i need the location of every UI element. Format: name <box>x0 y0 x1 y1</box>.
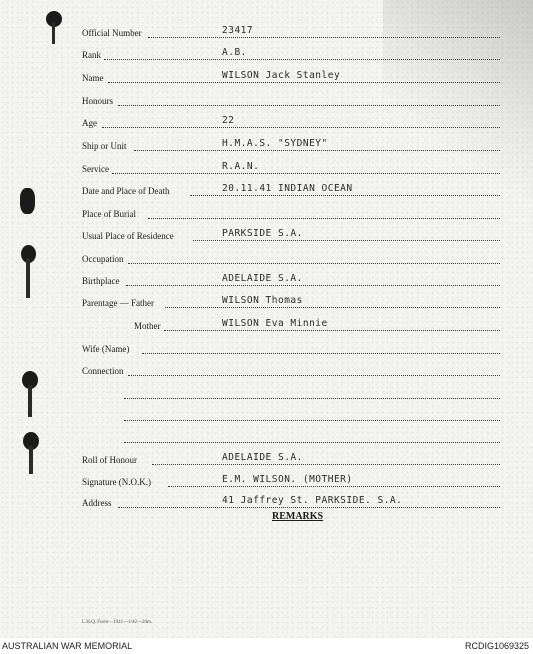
value-service: R.A.N. <box>222 161 260 172</box>
label-address: Address <box>82 498 112 508</box>
value-name: WILSON Jack Stanley <box>222 70 341 81</box>
blank-line <box>124 442 500 443</box>
line-age <box>102 127 500 128</box>
value-residence: PARKSIDE S.A. <box>222 228 303 239</box>
label-mother: Mother <box>134 321 161 331</box>
label-occupation: Occupation <box>82 254 124 264</box>
line-date-place-death <box>190 195 500 196</box>
row-service <box>0 159 533 177</box>
row-roll-of-honour <box>0 450 533 468</box>
value-address: 41 Jaffrey St. PARKSIDE. S.A. <box>222 495 403 506</box>
blank-line <box>124 398 500 399</box>
line-birthplace <box>126 285 500 286</box>
connection-extra-line-2 <box>0 406 533 424</box>
row-rank <box>0 45 533 63</box>
connection-extra-line-3 <box>0 428 533 446</box>
value-official-number: 23417 <box>222 25 254 36</box>
label-service: Service <box>82 164 109 174</box>
label-wife: Wife (Name) <box>82 344 130 354</box>
value-birthplace: ADELAIDE S.A. <box>222 273 303 284</box>
row-wife <box>0 339 533 357</box>
value-father: WILSON Thomas <box>222 295 303 306</box>
label-connection: Connection <box>82 366 124 376</box>
value-signature: E.M. WILSON. (MOTHER) <box>222 474 353 485</box>
blank-line <box>124 420 500 421</box>
row-place-of-burial <box>0 204 533 222</box>
row-ship-or-unit <box>0 136 533 154</box>
line-ship-or-unit <box>134 150 500 151</box>
value-date-place-death: 20.11.41 INDIAN OCEAN <box>222 183 353 194</box>
row-residence <box>0 226 533 244</box>
label-honours: Honours <box>82 96 113 106</box>
remarks-heading: REMARKS <box>272 511 324 522</box>
label-age: Age <box>82 118 97 128</box>
line-signature <box>168 486 500 487</box>
value-roll-of-honour: ADELAIDE S.A. <box>222 452 303 463</box>
row-name <box>0 68 533 86</box>
label-residence: Usual Place of Residence <box>82 231 174 241</box>
line-name <box>108 82 500 83</box>
line-place-of-burial <box>148 218 500 219</box>
row-age <box>0 113 533 131</box>
value-rank: A.B. <box>222 47 247 58</box>
line-roll-of-honour <box>152 464 500 465</box>
value-ship-or-unit: H.M.A.S. "SYDNEY" <box>222 138 328 149</box>
row-official-number <box>0 23 533 41</box>
label-birthplace: Birthplace <box>82 276 120 286</box>
footer-right: RCDIG1069325 <box>464 641 529 651</box>
line-mother <box>164 330 500 331</box>
row-birthplace <box>0 271 533 289</box>
line-honours <box>118 105 500 106</box>
label-ship-or-unit: Ship or Unit <box>82 141 127 151</box>
line-connection <box>128 375 500 376</box>
label-official-number: Official Number <box>82 28 142 38</box>
row-connection <box>0 361 533 379</box>
footer-left: AUSTRALIAN WAR MEMORIAL <box>2 641 133 651</box>
value-age: 22 <box>222 115 235 126</box>
line-occupation <box>128 263 500 264</box>
line-address <box>118 507 500 508</box>
row-date-place-death <box>0 181 533 199</box>
line-official-number <box>148 37 500 38</box>
value-mother: WILSON Eva Minnie <box>222 318 328 329</box>
label-father: Parentage — Father <box>82 298 154 308</box>
row-address <box>0 493 533 511</box>
label-date-place-death: Date and Place of Death <box>82 186 170 196</box>
line-service <box>112 173 500 174</box>
line-father <box>165 307 500 308</box>
row-signature <box>0 472 533 490</box>
connection-extra-line-1 <box>0 384 533 402</box>
label-rank: Rank <box>82 50 101 60</box>
row-occupation <box>0 249 533 267</box>
form-imprint: L.H.Q. Form—1941—1/42—20m. <box>82 620 153 625</box>
row-father <box>0 293 533 311</box>
label-signature: Signature (N.O.K.) <box>82 477 151 487</box>
line-residence <box>193 240 500 241</box>
row-honours <box>0 91 533 109</box>
row-mother <box>0 316 533 334</box>
line-rank <box>104 59 500 60</box>
label-place-of-burial: Place of Burial <box>82 209 136 219</box>
label-name: Name <box>82 73 104 83</box>
line-wife <box>142 353 500 354</box>
label-roll-of-honour: Roll of Honour <box>82 455 137 465</box>
